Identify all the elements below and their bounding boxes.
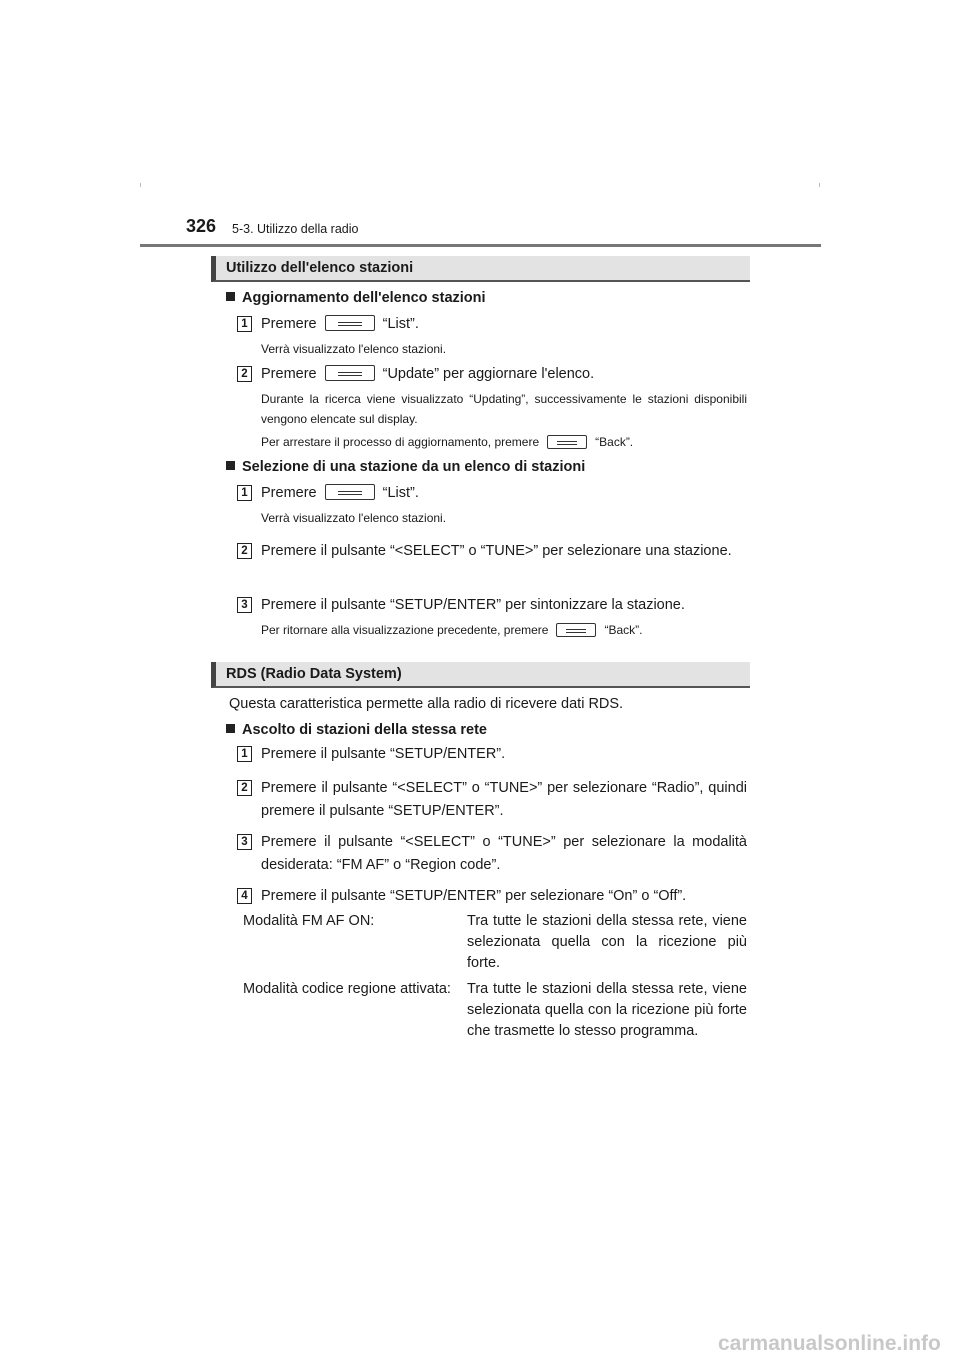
step-select-3: Premere il pulsante “SETUP/ENTER” per sintonizzare la stazione.	[261, 597, 685, 613]
subheading-rds: Ascolto di stazioni della stessa rete	[226, 722, 487, 738]
definition-text: Tra tutte le stazioni della stessa rete, viene selezionata quella con la ricezione più forte che trasmette lo stesso programma.	[467, 981, 747, 1039]
bullet-square-icon	[226, 292, 235, 301]
step-number: 1	[237, 485, 252, 501]
button-icon	[547, 435, 587, 449]
step-update-2: Premere “Update” per aggiornare l'elenco.	[261, 366, 595, 382]
step-number: 1	[237, 746, 252, 762]
watermark: carmanualsonline.info	[718, 1332, 941, 1355]
button-icon	[325, 484, 375, 500]
note: Per arrestare il processo di aggiornamento, premere “Back”.	[261, 435, 634, 449]
step-rds-4: Premere il pulsante “SETUP/ENTER” per selezionare “On” o “Off”.	[261, 888, 687, 904]
definition-text: Tra tutte le stazioni della stessa rete, viene selezionata quella con la ricezione più forte.	[467, 913, 747, 971]
step-number: 3	[237, 834, 252, 850]
button-icon	[325, 315, 375, 331]
button-icon	[556, 623, 596, 637]
note: Verrà visualizzato l'elenco stazioni.	[261, 342, 447, 356]
step-select-2: Premere il pulsante “<SELECT” o “TUNE>” per selezionare una stazione.	[261, 543, 732, 559]
subheading-select: Selezione di una stazione da un elenco di stazioni	[226, 459, 585, 475]
step-number: 2	[237, 543, 252, 559]
section-heading-list: Utilizzo dell'elenco stazioni	[211, 256, 750, 282]
header-rule	[140, 244, 821, 247]
page-number: 326	[186, 216, 217, 236]
rds-intro: Questa caratteristica permette alla radio di ricevere dati RDS.	[229, 696, 624, 712]
step-rds-1: Premere il pulsante “SETUP/ENTER”.	[261, 746, 506, 762]
note: Per ritornare alla visualizzazione precedente, premere “Back”.	[261, 623, 643, 637]
subheading-update: Aggiornamento dell'elenco stazioni	[226, 290, 486, 306]
bullet-square-icon	[226, 724, 235, 733]
definition-label: Modalità FM AF ON:	[243, 913, 375, 929]
button-icon	[325, 365, 375, 381]
step-rds-2: Premere il pulsante “<SELECT” o “TUNE>” per selezionare “Radio”, quindi premere il pulsante “SETUP/ENTER”.	[261, 780, 747, 819]
step-rds-3: Premere il pulsante “<SELECT” o “TUNE>” per selezionare la modalità desiderata: “FM AF” o “Region code”.	[261, 834, 747, 873]
note: Verrà visualizzato l'elenco stazioni.	[261, 511, 447, 525]
definition-label: Modalità codice regione attivata:	[243, 981, 451, 997]
crop-mark	[819, 183, 820, 187]
note: Durante la ricerca viene visualizzato “Updating”, successivamente le stazioni disponibili vengono elencate sul display.	[261, 392, 747, 426]
section-heading-rds: RDS (Radio Data System)	[211, 662, 750, 688]
step-number: 3	[237, 597, 252, 613]
step-number: 1	[237, 316, 252, 332]
step-number: 2	[237, 780, 252, 796]
chapter-title: 5-3. Utilizzo della radio	[232, 222, 359, 236]
step-select-1: Premere “List”.	[261, 485, 419, 501]
step-update-1: Premere “List”.	[261, 316, 419, 332]
crop-mark	[140, 183, 141, 187]
step-number: 2	[237, 366, 252, 382]
step-number: 4	[237, 888, 252, 904]
bullet-square-icon	[226, 461, 235, 470]
